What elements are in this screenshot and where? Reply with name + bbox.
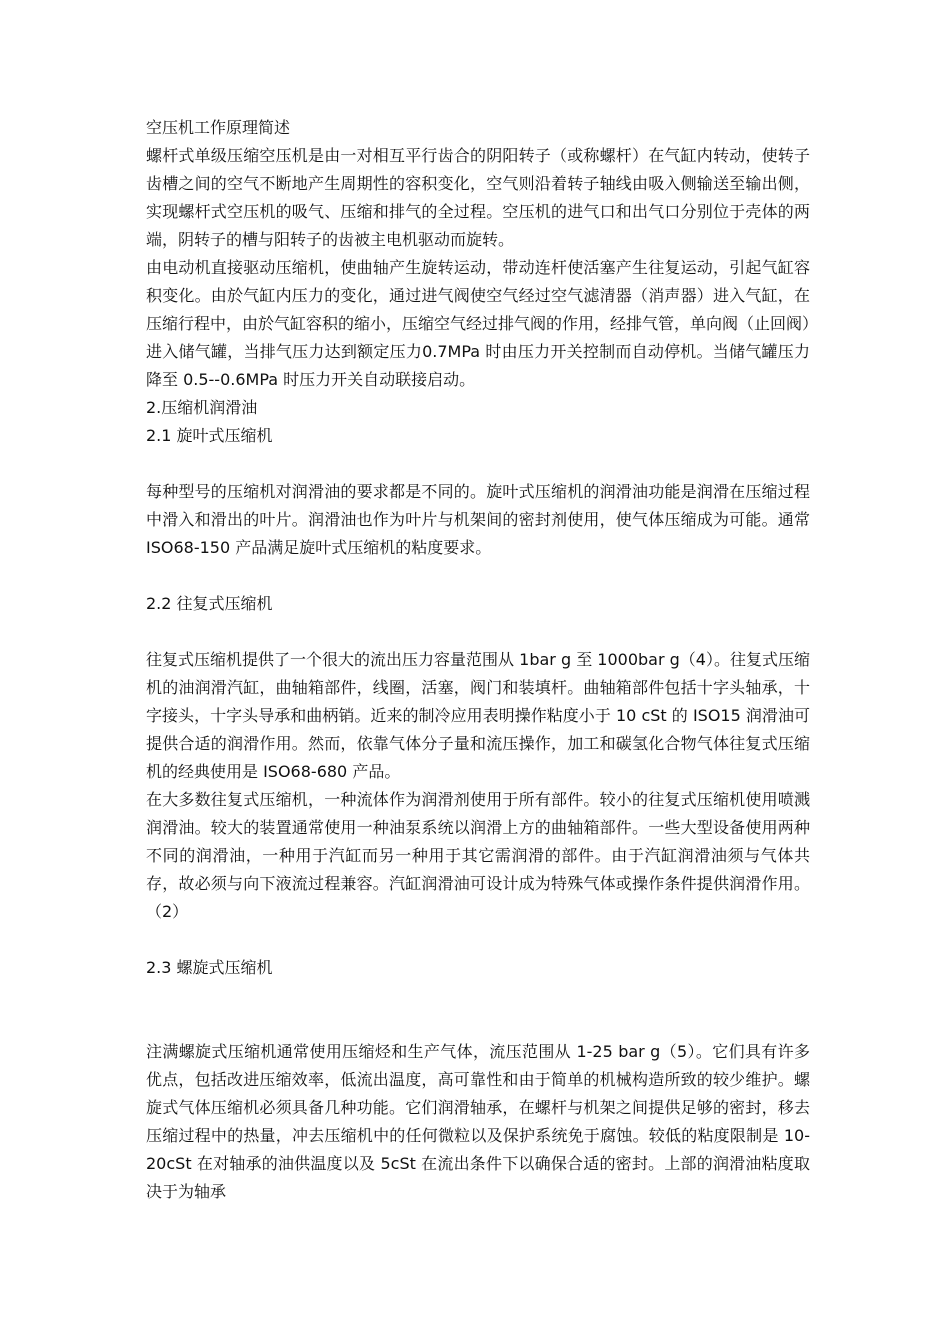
paragraph-screw: 注满螺旋式压缩机通常使用压缩烃和生产气体，流压范围从 1-25 bar g（5）。它们具有许多优点，包括改进压缩效率，低流出温度，高可靠性和由于简单的机械构造所致的较少维护。螺旋式气体压缩机必须具备几种功能。它们润滑轴承，在螺杆与机架之间提供足够的密封，移去压缩过程中的热量，冲去压缩机中的任何微粒以及保护系统免于腐蚀。较低的粘度限制是 10-20cSt 在对轴承的油供温度以及 5cSt 在流出条件下以确保合适的密封。上部的润滑油粘度取决于为轴承 <box>146 1042 810 1201</box>
spacer <box>146 982 810 1038</box>
paragraph-reciprocating-a: 往复式压缩机提供了一个很大的流出压力容量范围从 1bar g 至 1000bar g（4）。往复式压缩机的油润滑汽缸，曲轴箱部件，线圈，活塞，阀门和装填杆。曲轴箱部件包括十字头轴承，十字接头，十字头导承和曲柄销。近来的制冷应用表明操作粘度小于 10 cSt 的 ISO15 润滑油可提供合适的润滑作用。然而，依靠气体分子量和流压操作，加工和碳氢化合物气体往复式压缩机的经典使用是 ISO68-680 产品。 <box>146 650 810 781</box>
spacer <box>146 618 810 646</box>
paragraph-reciprocating-b: 在大多数往复式压缩机，一种流体作为润滑剂使用于所有部件。较小的往复式压缩机使用喷溅润滑油。较大的装置通常使用一种油泵系统以润滑上方的曲轴箱部件。一些大型设备使用两种不同的润滑油，一种用于汽缸而另一种用于其它需润滑的部件。由于汽缸润滑油须与气体共存，故必须与向下液流过程兼容。汽缸润滑油可设计成为特殊气体或操作条件提供润滑作用。（2） <box>146 790 810 921</box>
spacer <box>146 450 810 478</box>
paragraph-screw-compressor-principle: 螺杆式单级压缩空压机是由一对相互平行齿合的阴阳转子（或称螺杆）在气缸内转动，使转子齿槽之间的空气不断地产生周期性的容积变化，空气则沿着转子轴线由吸入侧输送至输出侧，实现螺杆式空压机的吸气、压缩和排气的全过程。空压机的进气口和出气口分别位于壳体的两端，阴转子的槽与阳转子的齿被主电机驱动而旋转。 <box>146 146 810 249</box>
document-title: 空压机工作原理简述 <box>146 118 291 137</box>
section-heading-lubricant: 2.压缩机润滑油 <box>146 398 258 417</box>
subsection-heading-reciprocating: 2.2 往复式压缩机 <box>146 594 273 613</box>
spacer <box>146 562 810 590</box>
document-body <box>146 114 810 1206</box>
spacer <box>146 926 810 954</box>
subsection-heading-screw: 2.3 螺旋式压缩机 <box>146 958 273 977</box>
subsection-heading-rotary-vane: 2.1 旋叶式压缩机 <box>146 426 273 445</box>
paragraph-piston-compressor-principle: 由电动机直接驱动压缩机，使曲轴产生旋转运动，带动连杆使活塞产生往复运动，引起气缸容积变化。由於气缸内压力的变化，通过进气阀使空气经过空气滤清器（消声器）进入气缸，在压缩行程中，由於气缸容积的缩小，压缩空气经过排气阀的作用，经排气管，单向阀（止回阀）进入储气罐，当排气压力达到额定压力0.7MPa 时由压力开关控制而自动停机。当储气罐压力降至 0.5--0.6MPa 时压力开关自动联接启动。 <box>146 258 811 389</box>
paragraph-rotary-vane: 每种型号的压缩机对润滑油的要求都是不同的。旋叶式压缩机的润滑油功能是润滑在压缩过程中滑入和滑出的叶片。润滑油也作为叶片与机架间的密封剂使用，使气体压缩成为可能。通常 ISO68-150 产品满足旋叶式压缩机的粘度要求。 <box>146 482 810 557</box>
